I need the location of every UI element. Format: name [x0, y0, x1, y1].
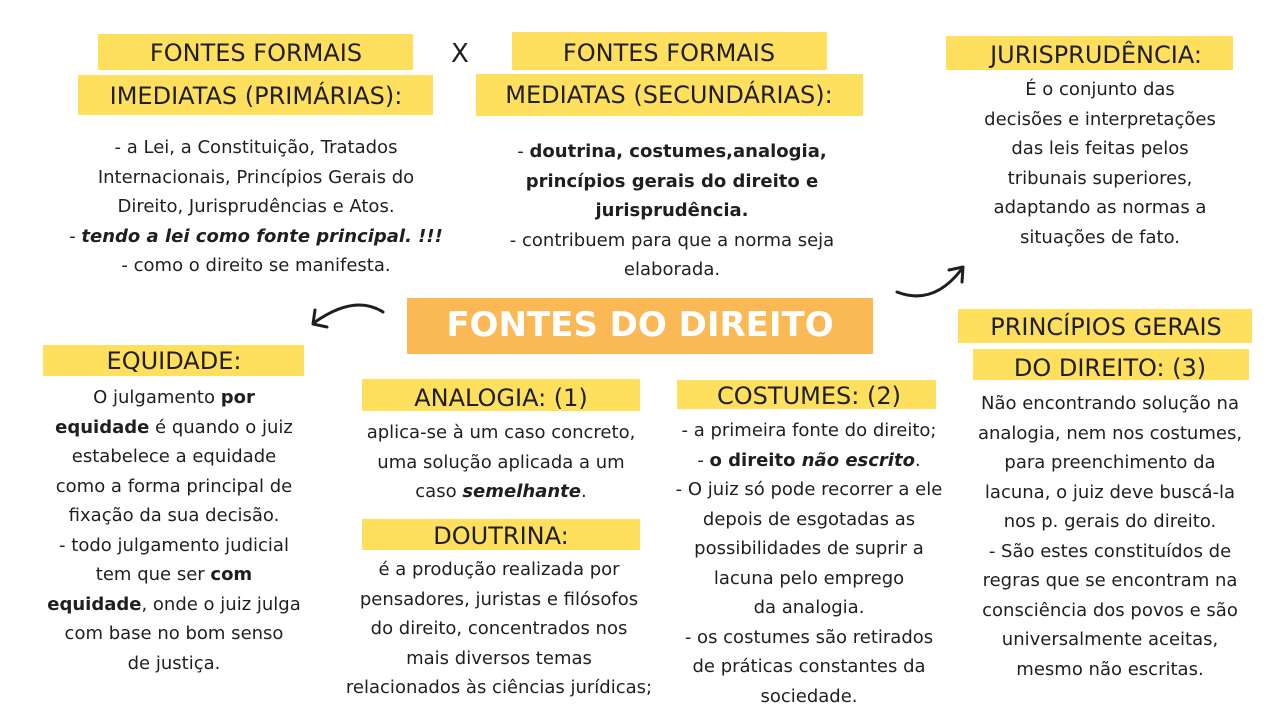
costumes-line-3: - O juiz só pode recorrer a ele — [675, 479, 943, 500]
imediatas-title-line-2: IMEDIATAS (PRIMÁRIAS): — [109, 82, 403, 110]
imediatas-title-line-1: FONTES FORMAIS — [149, 39, 363, 67]
mediatas-body — [510, 137, 834, 285]
costumes-line-2 — [676, 446, 943, 476]
analogia-line-3 — [367, 477, 636, 507]
principios-line-7: regras que se encontram na — [982, 570, 1238, 591]
costumes-line-4: depois de esgotadas as — [702, 508, 916, 530]
costumes-body — [676, 416, 943, 711]
costumes-line-6: lacuna pelo emprego — [713, 567, 905, 589]
principios-line-9: universalmente aceitas, — [1001, 629, 1219, 650]
doutrina-line-5: relacionados às ciências jurídicas; — [345, 677, 653, 698]
principios-body — [978, 389, 1242, 684]
jurisprudencia-line-1: É o conjunto das — [1025, 79, 1175, 100]
principios-line-6: - São estes constituídos de — [988, 540, 1232, 562]
arrow-right-icon — [893, 262, 973, 302]
principios-line-1: Não encontrando solução na — [980, 393, 1239, 414]
analogia-title: ANALOGIA: (1) — [414, 384, 588, 412]
equidade-line-1-text: O julgamento — [93, 387, 221, 408]
costumes-line-2-emphasis: não escrito — [801, 449, 915, 471]
equidade-line-6: - todo julgamento judicial — [59, 534, 289, 556]
costumes-line-5: possibilidades de suprir a — [694, 538, 924, 559]
principios-line-5: nos p. gerais do direito. — [1003, 511, 1217, 532]
imediatas-body — [69, 133, 443, 281]
analogia-line-3-period: . — [580, 481, 587, 502]
principios-line-4: lacuna, o juiz deve buscá-la — [984, 481, 1236, 503]
jurisprudencia-line-5: adaptando as normas a — [993, 197, 1207, 218]
arrow-left-icon — [307, 298, 387, 338]
equidade-line-2-text: é quando o juiz — [149, 416, 293, 438]
mediatas-title-line-2: MEDIATAS (SECUNDÁRIAS): — [505, 81, 833, 109]
principios-title-line-2: DO DIREITO: (3) — [1013, 354, 1207, 382]
analogia-line-2: uma solução aplicada a um — [377, 451, 625, 473]
costumes-line-7: da analogia. — [753, 597, 865, 618]
principios-line-3: para preenchimento da — [1004, 452, 1216, 473]
doutrina-line-1: é a produção realizada por — [378, 559, 620, 580]
doutrina-line-3: do direito, concentrados nos — [370, 618, 628, 639]
jurisprudencia-body — [984, 75, 1216, 252]
doutrina-line-2: pensadores, juristas e filósofos — [359, 588, 639, 610]
imediatas-line-4-emphasis: tendo a lei como fonte principal. !!! — [81, 225, 443, 247]
equidade-line-3: estabelece a equidade — [71, 446, 277, 467]
principios-line-8: consciência dos povos e são — [982, 599, 1238, 621]
equidade-line-1 — [47, 383, 300, 413]
analogia-line-1: aplica-se à um caso concreto, — [366, 422, 636, 443]
jurisprudencia-line-2: decisões e interpretações — [984, 108, 1216, 130]
equidade-line-8-text: , onde o juiz julga — [141, 593, 301, 615]
mediatas-line-1-prefix: - — [517, 141, 530, 162]
costumes-line-2-prefix: - — [697, 449, 710, 471]
mediatas-title-line-1: FONTES FORMAIS — [562, 39, 776, 67]
costumes-title: COSTUMES: (2) — [717, 382, 901, 410]
jurisprudencia-line-3: das leis feitas pelos — [1011, 138, 1189, 159]
principios-title-line-1: PRINCÍPIOS GERAIS — [990, 313, 1222, 341]
versus-separator: X — [451, 39, 469, 69]
imediatas-line-5: - como o direito se manifesta. — [121, 255, 391, 276]
doutrina-title: DOUTRINA: — [433, 522, 569, 550]
equidade-line-7 — [47, 560, 300, 590]
equidade-line-8 — [47, 590, 300, 620]
costumes-line-10: sociedade. — [760, 685, 858, 707]
analogia-body — [367, 418, 636, 507]
mediatas-line-2 — [510, 167, 834, 197]
costumes-line-2-bold: o direito — [709, 449, 802, 471]
mediatas-line-5: elaborada. — [623, 259, 721, 280]
costumes-line-9: de práticas constantes da — [692, 656, 926, 677]
mediatas-line-1-bold: doutrina, costumes,analogia, — [529, 141, 827, 162]
equidade-line-2 — [47, 413, 300, 443]
costumes-line-1: - a primeira fonte do direito; — [681, 420, 937, 441]
equidade-title: EQUIDADE: — [106, 347, 242, 375]
doutrina-body — [346, 555, 652, 703]
jurisprudencia-line-4: tribunais superiores, — [1007, 167, 1193, 189]
imediatas-line-4 — [69, 222, 443, 252]
equidade-line-7-bold: com — [210, 564, 253, 585]
mediatas-line-4: - contribuem para que a norma seja — [509, 229, 835, 251]
mediatas-line-3-bold: jurisprudência. — [595, 200, 749, 221]
mediatas-line-1 — [510, 137, 834, 167]
equidade-line-8-bold: equidade — [47, 593, 142, 615]
jurisprudencia-title: JURISPRUDÊNCIA: — [990, 41, 1202, 69]
costumes-line-8: - os costumes são retirados — [684, 626, 934, 648]
imediatas-line-2: Internacionais, Princípios Gerais do — [97, 166, 415, 188]
imediatas-line-4-prefix: - — [69, 225, 82, 247]
imediatas-line-1: - a Lei, a Constituição, Tratados — [114, 137, 398, 158]
equidade-line-1-bold: por — [220, 387, 255, 408]
analogia-line-3-text: caso — [415, 481, 463, 502]
equidade-line-4: como a forma principal de — [55, 475, 293, 497]
equidade-line-2-bold: equidade — [55, 416, 150, 438]
principios-line-2: analogia, nem nos costumes, — [977, 422, 1243, 444]
analogia-line-3-emphasis: semelhante — [462, 481, 581, 502]
mediatas-line-2-bold: princípios gerais do direito e — [525, 170, 819, 192]
main-title: FONTES DO DIREITO — [446, 305, 834, 345]
equidade-line-5: fixação da sua decisão. — [68, 505, 280, 526]
equidade-line-10: de justiça. — [127, 652, 221, 674]
mediatas-line-3 — [510, 196, 834, 226]
principios-line-10: mesmo não escritas. — [1016, 658, 1204, 680]
equidade-line-9: com base no bom senso — [64, 623, 284, 644]
equidade-body — [47, 383, 300, 678]
doutrina-line-4: mais diversos temas — [406, 647, 592, 669]
equidade-line-7-text: tem que ser — [95, 564, 211, 585]
jurisprudencia-line-6: situações de fato. — [1019, 226, 1181, 248]
costumes-line-2-period: . — [914, 449, 921, 471]
imediatas-line-3: Direito, Jurisprudências e Atos. — [117, 196, 395, 217]
